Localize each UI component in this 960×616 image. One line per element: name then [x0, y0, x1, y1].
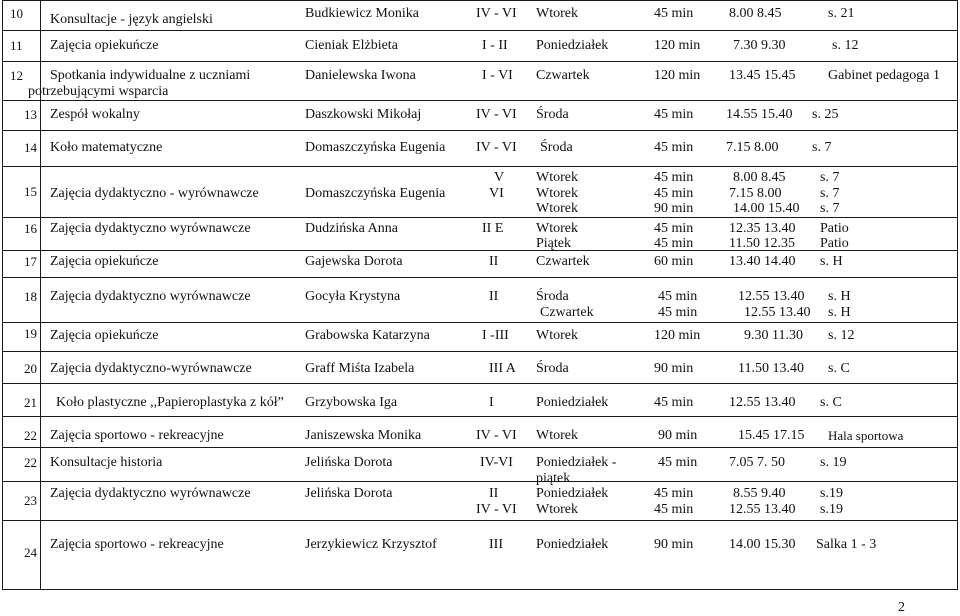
activity-name: Zajęcia opiekuńcze — [50, 328, 159, 343]
teacher-name: Janiszewska Monika — [305, 428, 422, 443]
teacher-name: Jelińska Dorota — [305, 486, 393, 501]
weekday: Wtorek — [536, 186, 578, 201]
class-range: III A — [489, 361, 516, 376]
row-line — [2, 447, 958, 448]
row-line — [2, 481, 958, 482]
room: Hala sportowa — [828, 428, 904, 443]
row-number: 13 — [24, 107, 37, 122]
weekday: Wtorek — [536, 6, 578, 21]
room: s. 7 — [820, 186, 840, 201]
time-range: 8.55 9.40 — [733, 486, 786, 501]
weekday: Poniedziałek — [536, 38, 609, 53]
time-range: 12.55 13.40 — [738, 289, 805, 304]
row-line — [2, 250, 958, 251]
activity-name: Spotkania indywidualne z uczniami — [50, 68, 251, 83]
teacher-name: Budkiewicz Monika — [305, 6, 419, 21]
duration: 120 min — [654, 328, 701, 343]
room: s. C — [820, 395, 842, 410]
teacher-name: Cieniak Elżbieta — [305, 38, 398, 53]
weekday: Środa — [536, 107, 569, 122]
weekday: Czwartek — [536, 254, 590, 269]
weekday: Wtorek — [536, 170, 578, 185]
duration: 60 min — [654, 254, 694, 269]
row-line — [2, 277, 958, 278]
row-number: 18 — [24, 289, 37, 304]
border-left — [2, 0, 3, 590]
duration: 90 min — [654, 537, 694, 552]
row-line — [2, 520, 958, 521]
room: s. 7 — [820, 170, 840, 185]
time-range: 12.55 13.40 — [744, 305, 811, 320]
row-line — [2, 383, 958, 384]
duration: 45 min — [654, 107, 694, 122]
activity-name: Konsultacje historia — [50, 455, 163, 470]
weekday: Środa — [536, 289, 569, 304]
activity-name: Zespół wokalny — [50, 107, 140, 122]
duration: 45 min — [654, 395, 694, 410]
activity-name: Zajęcia dydaktyczno wyrównawcze — [50, 486, 251, 501]
teacher-name: Danielewska Iwona — [305, 68, 416, 83]
teacher-name: Graff Miśta Izabela — [305, 361, 415, 376]
activity-name: Koło matematyczne — [50, 140, 163, 155]
weekday: Poniedziałek — [536, 486, 609, 501]
weekday: Wtorek — [536, 201, 578, 216]
room: s. 21 — [828, 6, 855, 21]
weekday: Poniedziałek — [536, 395, 609, 410]
time-range: 9.30 11.30 — [744, 328, 803, 343]
class-range: V — [494, 170, 505, 185]
activity-name: Zajęcia opiekuńcze — [50, 38, 159, 53]
row-number: 11 — [10, 38, 23, 53]
duration: 45 min — [654, 186, 694, 201]
class-range: I - II — [482, 38, 508, 53]
weekday: Środa — [540, 140, 573, 155]
teacher-name: Gocyła Krystyna — [305, 289, 401, 304]
weekday: Piątek — [536, 236, 571, 251]
teacher-name: Grzybowska Iga — [305, 395, 398, 410]
time-range: 12.55 13.40 — [729, 395, 796, 410]
room: s. 12 — [832, 38, 859, 53]
class-range: IV - VI — [476, 6, 517, 21]
time-range: 7.30 9.30 — [733, 38, 786, 53]
activity-name: Zajęcia dydaktyczno wyrównawcze — [50, 289, 251, 304]
class-range: III — [489, 537, 503, 552]
time-range: 11.50 12.35 — [729, 236, 795, 251]
weekday: Czwartek — [536, 68, 590, 83]
time-range: 13.40 14.40 — [729, 254, 796, 269]
room: s. 7 — [812, 140, 832, 155]
weekday: Poniedziałek - — [536, 455, 617, 470]
activity-name-line2: potrzebującymi wsparcia — [28, 84, 169, 99]
time-range: 8.00 8.45 — [733, 170, 786, 185]
weekday: Środa — [536, 361, 569, 376]
duration: 45 min — [654, 140, 694, 155]
time-range: 7.15 8.00 — [729, 186, 782, 201]
activity-name: Zajęcia opiekuńcze — [50, 254, 159, 269]
room: s. 7 — [820, 201, 840, 216]
row-line — [2, 217, 958, 218]
page-number: 2 — [898, 600, 905, 615]
teacher-name: Gajewska Dorota — [305, 254, 403, 269]
room: s. 25 — [812, 107, 839, 122]
class-range: IV - VI — [476, 502, 517, 517]
row-number: 12 — [10, 68, 23, 83]
activity-name: Koło plastyczne ,,Papieroplastyka z kół” — [56, 395, 284, 410]
duration: 45 min — [654, 170, 694, 185]
class-range: II — [489, 254, 499, 269]
room: s. 12 — [828, 328, 855, 343]
time-range: 14.00 15.40 — [733, 201, 800, 216]
row-number: 21 — [24, 395, 37, 410]
teacher-name: Daszkowski Mikołaj — [305, 107, 422, 122]
row-line — [2, 166, 958, 167]
weekday: Wtorek — [536, 502, 578, 517]
room: Patio — [820, 221, 849, 236]
duration: 90 min — [654, 361, 694, 376]
duration: 45 min — [654, 486, 694, 501]
time-range: 11.50 13.40 — [738, 361, 804, 376]
duration: 90 min — [654, 201, 694, 216]
row-line — [2, 61, 958, 62]
room: s. C — [828, 361, 850, 376]
class-range: I — [489, 395, 494, 410]
duration: 45 min — [658, 455, 698, 470]
duration: 45 min — [654, 6, 694, 21]
row-line — [2, 0, 958, 1]
row-number: 22 — [24, 455, 37, 470]
class-range: I - VI — [482, 68, 513, 83]
row-line — [2, 589, 958, 590]
teacher-name: Dudzińska Anna — [305, 221, 398, 236]
duration: 90 min — [658, 428, 698, 443]
teacher-name: Grabowska Katarzyna — [305, 328, 430, 343]
teacher-name: Domaszczyńska Eugenia — [305, 186, 446, 201]
room: Patio — [820, 236, 849, 251]
duration: 45 min — [654, 236, 694, 251]
time-range: 8.00 8.45 — [729, 6, 782, 21]
class-range: IV - VI — [476, 428, 517, 443]
time-range: 7.05 7. 50 — [729, 455, 785, 470]
time-range: 14.00 15.30 — [729, 537, 796, 552]
class-range: IV-VI — [480, 455, 513, 470]
room: s.19 — [820, 486, 843, 501]
time-range: 7.15 8.00 — [726, 140, 779, 155]
activity-name: Konsultacje - język angielski — [50, 12, 213, 27]
row-number: 20 — [24, 361, 37, 376]
room: s.19 — [820, 502, 843, 517]
duration: 45 min — [654, 221, 694, 236]
time-range: 12.35 13.40 — [729, 221, 796, 236]
schedule-table — [2, 0, 958, 590]
duration: 45 min — [654, 502, 694, 517]
activity-name: Zajęcia sportowo - rekreacyjne — [50, 428, 224, 443]
row-number: 17 — [24, 254, 37, 269]
weekday: Poniedziałek — [536, 537, 609, 552]
row-line — [2, 30, 958, 31]
class-range: II — [489, 289, 499, 304]
duration: 45 min — [658, 289, 698, 304]
room: s. H — [828, 289, 851, 304]
border-right — [957, 0, 958, 590]
weekday-line2: piątek — [536, 471, 571, 486]
weekday: Wtorek — [536, 221, 578, 236]
activity-name: Zajęcia dydaktyczno-wyrównawcze — [50, 361, 252, 376]
weekday: Czwartek — [540, 305, 594, 320]
activity-name: Zajęcia dydaktyczno wyrównawcze — [50, 221, 251, 236]
room: s. H — [828, 305, 851, 320]
teacher-name: Jelińska Dorota — [305, 455, 393, 470]
room: Salka 1 - 3 — [816, 537, 877, 552]
weekday: Wtorek — [536, 328, 578, 343]
weekday: Wtorek — [536, 428, 578, 443]
room: s. H — [820, 254, 843, 269]
time-range: 15.45 17.15 — [738, 428, 805, 443]
class-range: II — [489, 486, 499, 501]
row-number: 15 — [24, 184, 37, 199]
room: Gabinet pedagoga 1 — [828, 68, 940, 83]
class-range: IV - VI — [476, 140, 517, 155]
time-range: 12.55 13.40 — [729, 502, 796, 517]
class-range: II E — [482, 221, 504, 236]
row-number: 16 — [24, 221, 37, 236]
duration: 45 min — [658, 305, 698, 320]
row-line — [2, 100, 958, 101]
duration: 120 min — [654, 68, 701, 83]
row-number: 23 — [24, 493, 37, 508]
class-range: IV - VI — [476, 107, 517, 122]
teacher-name: Jerzykiewicz Krzysztof — [305, 537, 437, 552]
room: s. 19 — [820, 455, 847, 470]
row-number: 19 — [24, 326, 37, 341]
row-number: 24 — [24, 545, 37, 560]
activity-name: Zajęcia sportowo - rekreacyjne — [50, 537, 224, 552]
row-number: 10 — [10, 6, 23, 21]
row-number: 22 — [24, 428, 37, 443]
duration: 120 min — [654, 38, 701, 53]
row-number: 14 — [24, 140, 37, 155]
time-range: 14.55 15.40 — [726, 107, 793, 122]
row-line — [2, 322, 958, 323]
teacher-name: Domaszczyńska Eugenia — [305, 140, 446, 155]
row-line — [2, 416, 958, 417]
time-range: 13.45 15.45 — [729, 68, 796, 83]
row-line — [2, 130, 958, 131]
class-range: VI — [489, 186, 504, 201]
class-range: I -III — [482, 328, 509, 343]
activity-name: Zajęcia dydaktyczno - wyrównawcze — [50, 186, 259, 201]
row-line — [2, 351, 958, 352]
